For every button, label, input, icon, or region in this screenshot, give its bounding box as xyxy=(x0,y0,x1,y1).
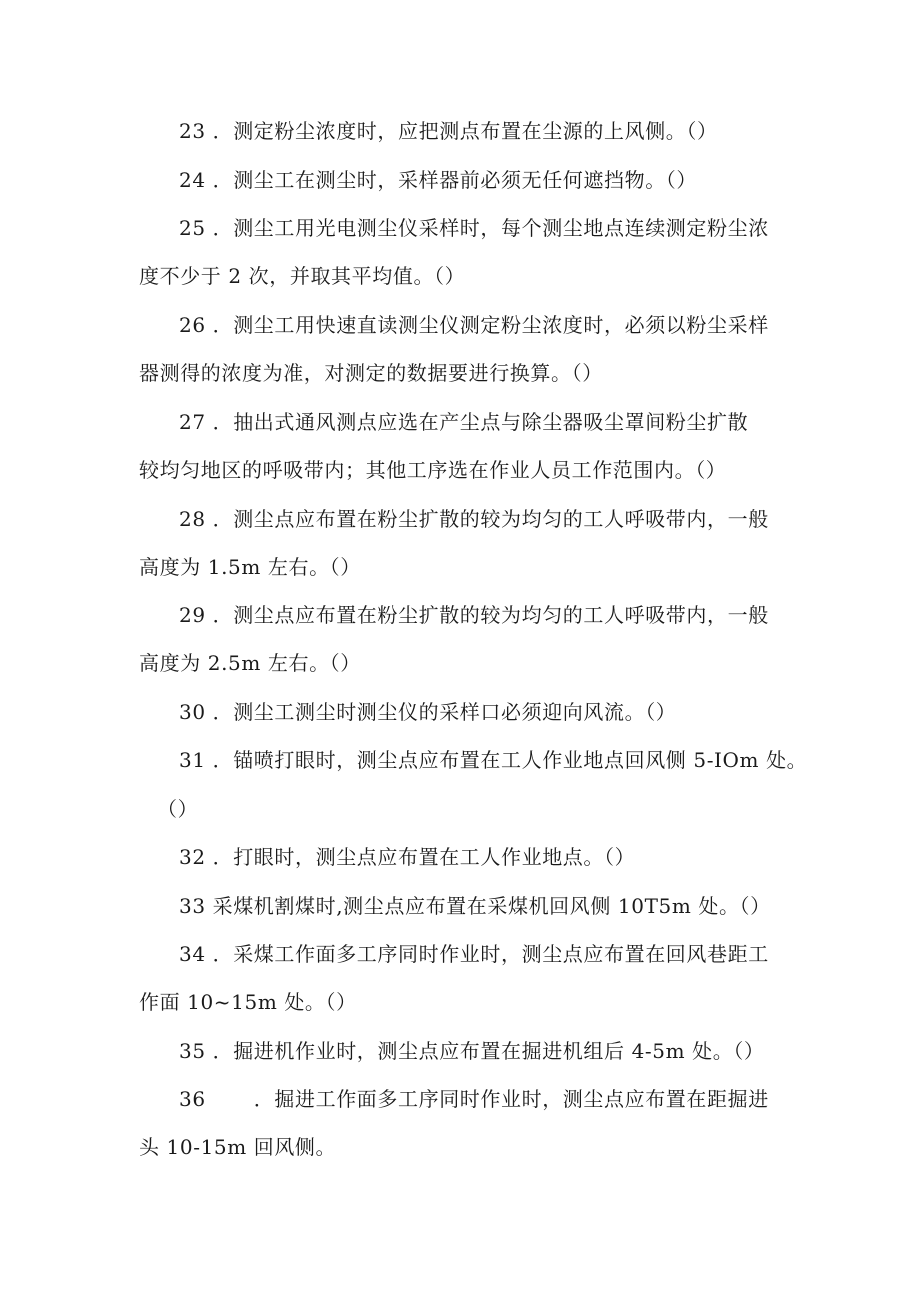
question-35-line-1: 35 ．掘进机作业时，测尘点应布置在掘进机组后 4-5m 处。（） xyxy=(179,1039,765,1063)
question-36-line-2: 头 10-15m 回风侧。 xyxy=(139,1135,337,1159)
question-26-line-1: 26 ．测尘工用快速直读测尘仪测定粉尘浓度时，必须以粉尘采样 xyxy=(179,313,769,337)
question-31-line-2: （） xyxy=(157,797,199,821)
question-36-line-1: 36 ．掘进工作面多工序同时作业时，测尘点应布置在距掘进 xyxy=(179,1087,769,1111)
question-31-line-1: 31 ．锚喷打眼时，测尘点应布置在工人作业地点回风侧 5-IOm 处。 xyxy=(179,748,808,772)
question-26-line-2: 器测得的浓度为准，对测定的数据要进行换算。（） xyxy=(139,361,603,385)
question-33-line-1: 33 采煤机割煤时,测尘点应布置在采煤机回风侧 10T5m 处。（） xyxy=(179,894,771,918)
question-28-line-1: 28 ．测尘点应布置在粉尘扩散的较为均匀的工人呼吸带内，一般 xyxy=(179,507,769,531)
question-30-line-1: 30 ．测尘工测尘时测尘仪的采样口必须迎向风流。（） xyxy=(179,700,677,724)
question-29-line-2: 高度为 2.5m 左右。（） xyxy=(139,651,361,675)
question-29-line-1: 29 ．测尘点应布置在粉尘扩散的较为均匀的工人呼吸带内，一般 xyxy=(179,603,769,627)
question-27-line-1: 27 ．抽出式通风测点应选在产尘点与除尘器吸尘罩间粉尘扩散 xyxy=(179,410,749,434)
question-32-line-1: 32 ．打眼时，测尘点应布置在工人作业地点。（） xyxy=(179,845,636,869)
question-28-line-2: 高度为 1.5m 左右。（） xyxy=(139,555,361,579)
question-25-line-1: 25 ．测尘工用光电测尘仪采样时，每个测尘地点连续测定粉尘浓 xyxy=(179,216,769,240)
question-34-line-1: 34 ．采煤工作面多工序同时作业时，测尘点应布置在回风巷距工 xyxy=(179,942,769,966)
question-23-line-1: 23 ．测定粉尘浓度时，应把测点布置在尘源的上风侧。（） xyxy=(179,119,718,143)
question-27-line-2: 较均匀地区的呼吸带内；其他工序选在作业人员工作范围内。（） xyxy=(139,458,727,482)
question-24-line-1: 24 ．测尘工在测尘时，采样器前必须无任何遮挡物。（） xyxy=(179,168,698,192)
question-25-line-2: 度不少于 2 次，并取其平均值。（） xyxy=(139,264,466,288)
question-34-line-2: 作面 10~15m 处。（） xyxy=(139,990,357,1014)
